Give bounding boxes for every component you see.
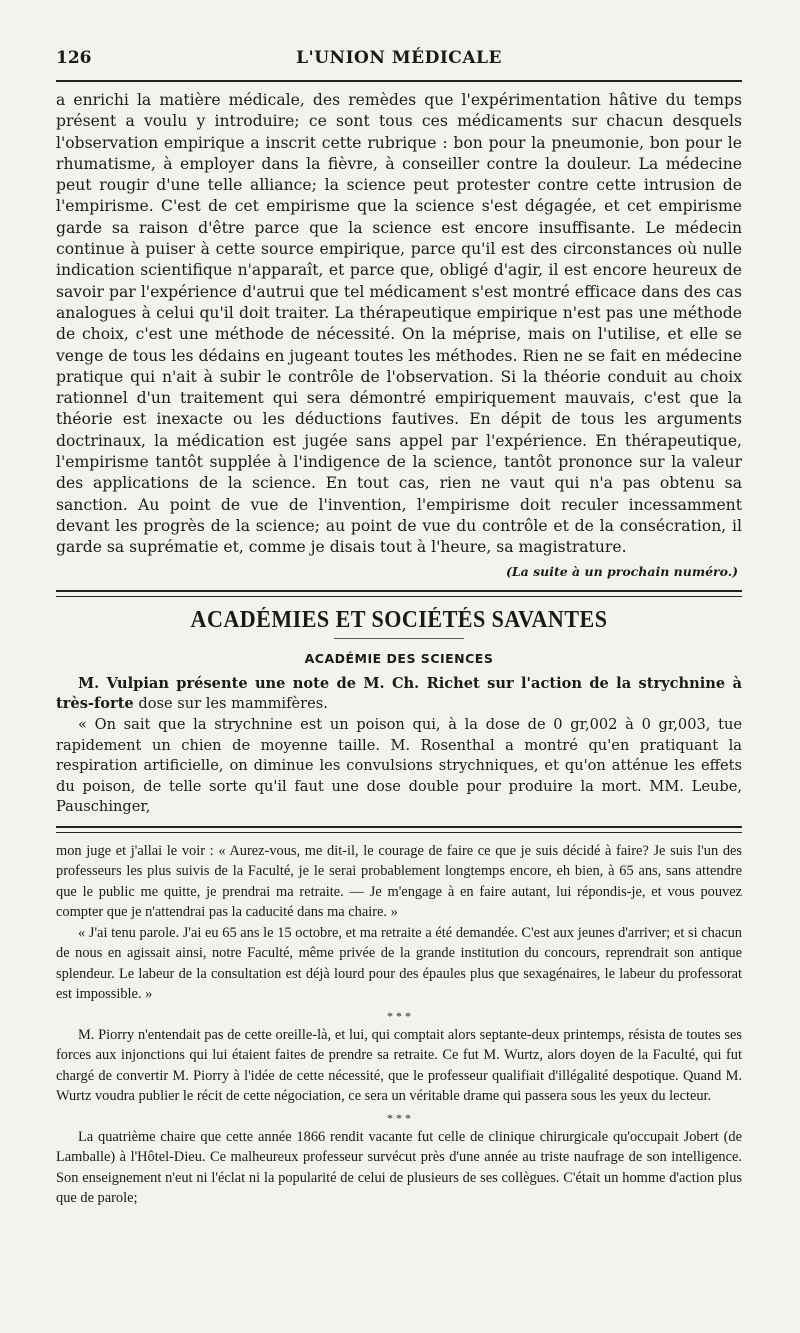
continued-note: (La suite à un prochain numéro.) xyxy=(505,563,738,579)
journal-title: L'UNION MÉDICALE xyxy=(296,48,502,68)
feuilleton-paragraph: mon juge et j'allai le voir : « Aurez-vous, me dit-il, le courage de faire ce que je suis décidé à faire? Je suis l'un des professeurs les plus suivis de la Faculté, je le serai probablement longtemps encore, eh bien, à 65 ans, sans attendre que le public me quitte, je prendrai ma retraite. — Je m'engage à en faire autant, lui répondis-je, et vous pouvez compter que je n'attendrai pas la caducité dans ma chaire. » xyxy=(56,842,742,921)
feuilleton-paragraph: La quatrième chaire que cette année 1866 rendit vacante fut celle de clinique chirurgicale qu'occupait Jobert (de Lamballe) à l'Hôtel-Dieu. Ce malheureux professeur survécut près d'une année au triste naufrage de son intelligence. Son enseignement n'eut ni l'éclat ni la popularité de celui de plusieurs de ses collègues. C'était un homme d'action plus que de parole; xyxy=(56,1128,742,1207)
academy-quote: « On sait que la strychnine est un poison qui, à la dose de 0 gr,002 à 0 gr,003, tue rapidement un chien de moyenne taille. M. Rosenthal a montré qu'en pratiquant la respiration artificielle, on diminue les convulsions strychniques, et qu'on atténue les effets du poison, de telle sorte qu'il faut une dose double pour produire la mort. MM. Leube, Pauschinger, xyxy=(56,716,742,816)
page-header xyxy=(56,44,742,80)
feuilleton-divider xyxy=(56,826,742,833)
section-divider xyxy=(56,590,742,597)
document-page xyxy=(56,44,742,1209)
feuilleton-paragraph: M. Piorry n'entendait pas de cette oreille-là, et lui, qui comptait alors septante-deux printemps, résista de toutes ses forces aux injonctions qui lui étaient faites de prendre sa retraite. Ce fut M. Wurtz, alors doyen de la Faculté, qui fut chargé de convertir M. Piorry à l'idée de cette nécessité, que le professeur qualifiait d'illégalité despotique. Quand M. Wurtz voudra publier le récit de cette négociation, ce sera un véritable drame qui passera sous les yeux du lecteur. xyxy=(56,1026,742,1105)
academy-lead-rest: dose sur les mammifères. xyxy=(133,695,328,713)
academy-lead-strong: M. Vulpian présente une note de M. Ch. Richet sur l'action de la strychnine à très-forte xyxy=(56,674,742,713)
section-title: ACADÉMIES ET SOCIÉTÉS SAVANTES xyxy=(190,606,608,633)
feuilleton-body xyxy=(56,841,742,1209)
asterism-separator: * * * xyxy=(387,1110,411,1125)
academy-lead xyxy=(56,674,742,715)
feuilleton-paragraph: « J'ai tenu parole. J'ai eu 65 ans le 15 octobre, et ma retraite a été demandée. C'est aux jeunes d'arriver; et si chacun de nous en agissait ainsi, notre Faculté, même privée de la grande institution du concours, reprendrait son antique splendeur. Le labeur de la consultation est déjà lourd pour des épaules plus que sexagénaires, le labeur du professorat est impossible. » xyxy=(56,924,742,1003)
article-body xyxy=(56,90,742,582)
page-number: 126 xyxy=(56,48,92,68)
header-rule xyxy=(56,80,742,82)
academy-body xyxy=(56,674,742,818)
article-paragraph: a enrichi la matière médicale, des remèdes que l'expérimentation hâtive du temps présent a voulu y introduire; ce sont tous ces médicaments sur chacun desquels l'observation empirique a inscrit cette rubrique : bon pour la pneumonie, bon pour le rhumatisme, à employer dans la fièvre, à conseiller contre la douleur. La médecine peut rougir d'une telle alliance; la science peut protester contre cette intrusion de l'empirisme. C'est de cet empirisme que la science s'est dégagée, et cet empirisme garde sa raison d'être parce que la science est encore insuffisante. Le médecin continue à puiser à cette source empirique, parce qu'il est des circonstances où nulle indication scientifique n'apparaît, et parce que, obligé d'agir, il est encore heureux de savoir par l'expérience d'autrui que tel médicament s'est montré efficace dans des cas analogues à celui qu'il doit traiter. La thérapeutique empirique n'est pas une méthode de choix, c'est une méthode de nécessité. On la méprise, mais on l'utilise, et elle se venge de tous les dédains en jugeant toutes les méthodes. Rien ne se fait en médecine pratique qui n'ait à subir le contrôle de l'observation. Si la théorie conduit au choix rationnel d'un traitement qui sera démontré empiriquement mauvais, c'est que la théorie est inexacte ou les déductions fautives. En dépit de tous les arguments doctrinaux, la médication est jugée sans appel par l'expérience. En thérapeutique, l'empirisme tantôt supplée à l'indigence de la science, tantôt prononce sur la valeur des applications de la science. En tout cas, rien ne vaut qui n'a pas obtenu sa sanction. Au point de vue de l'invention, l'empirisme doit reculer incessamment devant les progrès de la science; au point de vue du contrôle et de la consécration, il garde sa suprématie et, comme je disais tout à l'heure, sa magistrature. xyxy=(56,91,742,557)
title-rule xyxy=(334,638,464,639)
asterism-separator: * * * xyxy=(387,1008,411,1023)
sub-title: ACADÉMIE DES SCIENCES xyxy=(304,650,494,666)
